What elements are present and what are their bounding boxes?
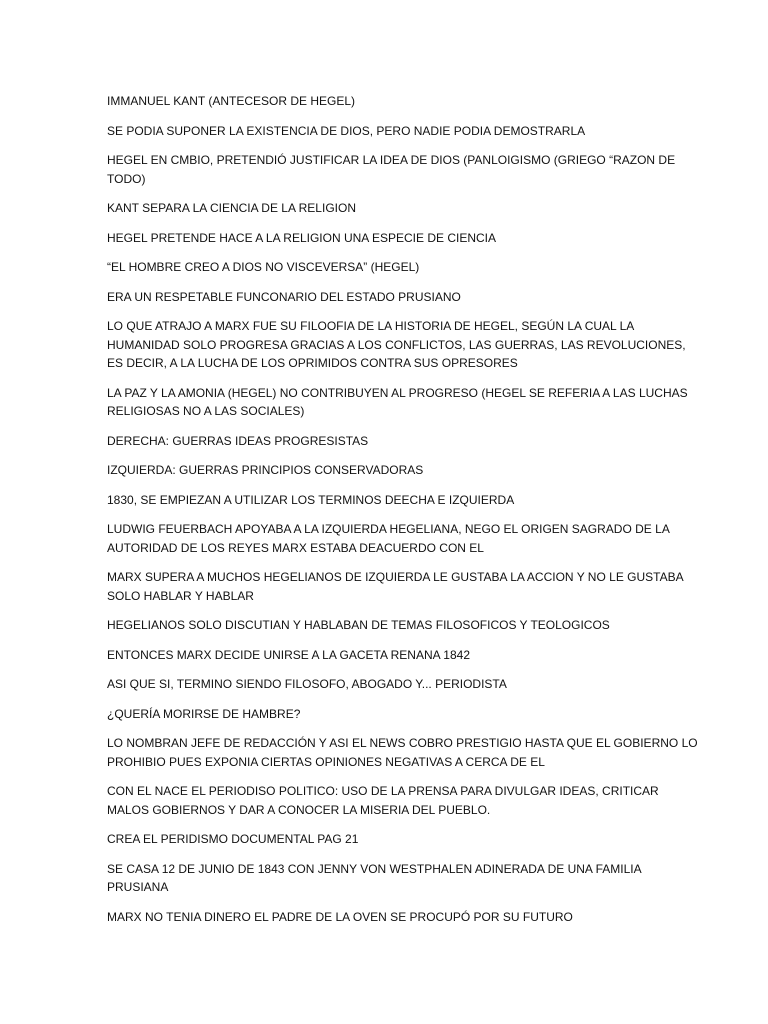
paragraph <box>107 317 686 373</box>
text-line: KANT SEPARA LA CIENCIA DE LA RELIGION <box>107 201 356 215</box>
text-line: ES DECIR, A LA LUCHA DE LOS OPRIMIDOS CONTRA SUS OPRESORES <box>107 356 518 370</box>
text-line: PRUSIANA <box>107 880 169 894</box>
paragraph <box>107 616 667 635</box>
paragraph <box>107 258 667 277</box>
text-line: DERECHA: GUERRAS IDEAS PROGRESISTAS <box>107 433 369 448</box>
paragraph <box>107 830 667 849</box>
text-line: 1830, SE EMPIEZAN A UTILIZAR LOS TERMINOS DEECHA E IZQUIERDA <box>107 492 515 507</box>
paragraph <box>107 151 676 188</box>
text-line: LO NOMBRAN JEFE DE REDACCIÓN Y ASI EL NEWS COBRO PRESTIGIO HASTA QUE EL GOBIERNO LO <box>107 736 698 750</box>
paragraph <box>107 860 667 897</box>
paragraph <box>107 92 667 111</box>
paragraph <box>107 646 667 665</box>
text-line: HEGEL EN CMBIO, PRETENDIÓ JUSTIFICAR LA IDEA DE DIOS (PANLOIGISMO (GRIEGO “RAZON DE <box>107 153 676 167</box>
text-line: SE CASA 12 DE JUNIO DE 1843 CON JENNY VON WESTPHALEN ADINERADA DE UNA FAMILIA <box>107 861 642 876</box>
text-line: IMMANUEL KANT (ANTECESOR DE HEGEL) <box>107 94 356 108</box>
paragraph <box>107 122 667 141</box>
text-line: CREA EL PERIDISMO DOCUMENTAL PAG 21 <box>107 832 359 846</box>
paragraph <box>107 491 667 510</box>
text-line: SE PODIA SUPONER LA EXISTENCIA DE DIOS, PERO NADIE PODIA DEMOSTRARLA <box>107 123 586 138</box>
text-line: HEGELIANOS SOLO DISCUTIAN Y HABLABAN DE TEMAS FILOSOFICOS Y TEOLOGICOS <box>107 618 610 632</box>
paragraph <box>107 520 670 557</box>
text-line: LA PAZ Y LA AMONIA (HEGEL) NO CONTRIBUYEN AL PROGRESO (HEGEL SE REFERIA A LAS LUCHAS <box>107 385 688 400</box>
text-line: LUDWIG FEUERBACH APOYABA A LA IZQUIERDA HEGELIANA, NEGO EL ORIGEN SAGRADO DE LA <box>107 522 670 536</box>
paragraph <box>107 734 698 771</box>
text-line: “EL HOMBRE CREO A DIOS NO VISCEVERSA” (HEGEL) <box>107 260 420 274</box>
paragraph <box>107 229 667 248</box>
paragraph <box>107 908 667 927</box>
text-line: MARX NO TENIA DINERO EL PADRE DE LA OVEN SE PROCUPÓ POR SU FUTURO <box>107 909 573 924</box>
text-line: LO QUE ATRAJO A MARX FUE SU FILOOFIA DE LA HISTORIA DE HEGEL, SEGÚN LA CUAL LA <box>107 319 635 333</box>
paragraph <box>107 568 684 605</box>
text-line: TODO) <box>107 171 146 186</box>
paragraph <box>107 288 667 307</box>
paragraph <box>107 705 667 724</box>
text-line: AUTORIDAD DE LOS REYES MARX ESTABA DEACUERDO CON EL <box>107 540 484 555</box>
text-line: ENTONCES MARX DECIDE UNIRSE A LA GACETA RENANA 1842 <box>107 647 471 662</box>
text-line: ERA UN RESPETABLE FUNCONARIO DEL ESTADO PRUSIANO <box>107 289 461 304</box>
text-line: MARX SUPERA A MUCHOS HEGELIANOS DE IZQUIERDA LE GUSTABA LA ACCION Y NO LE GUSTABA <box>107 570 684 584</box>
text-line: RELIGIOSAS NO A LAS SOCIALES) <box>107 404 305 418</box>
paragraph <box>107 782 667 819</box>
text-line: IZQUIERDA: GUERRAS PRINCIPIOS CONSERVADORAS <box>107 463 424 477</box>
paragraph <box>107 199 667 218</box>
text-line: HUMANIDAD SOLO PROGRESA GRACIAS A LOS CONFLICTOS, LAS GUERRAS, LAS REVOLUCIONES, <box>107 337 686 352</box>
text-line: MALOS GOBIERNOS Y DAR A CONOCER LA MISERIA DEL PUEBLO. <box>107 802 491 817</box>
text-line: ASI QUE SI, TERMINO SIENDO FILOSOFO, ABOGADO Y... PERIODISTA <box>107 677 507 691</box>
text-line: HEGEL PRETENDE HACE A LA RELIGION UNA ESPECIE DE CIENCIA <box>107 230 497 245</box>
text-line: CON EL NACE EL PERIODISO POLITICO: USO DE LA PRENSA PARA DIVULGAR IDEAS, CRITICAR <box>107 784 659 798</box>
paragraph <box>107 675 667 694</box>
paragraph <box>107 432 667 451</box>
text-line: SOLO HABLAR Y HABLAR <box>107 588 254 603</box>
text-line: PROHIBIO PUES EXPONIA CIERTAS OPINIONES NEGATIVAS A CERCA DE EL <box>107 754 545 769</box>
paragraph <box>107 384 688 421</box>
paragraph <box>107 461 667 480</box>
document-body <box>107 92 698 937</box>
text-line: ¿QUERÍA MORIRSE DE HAMBRE? <box>107 706 301 721</box>
